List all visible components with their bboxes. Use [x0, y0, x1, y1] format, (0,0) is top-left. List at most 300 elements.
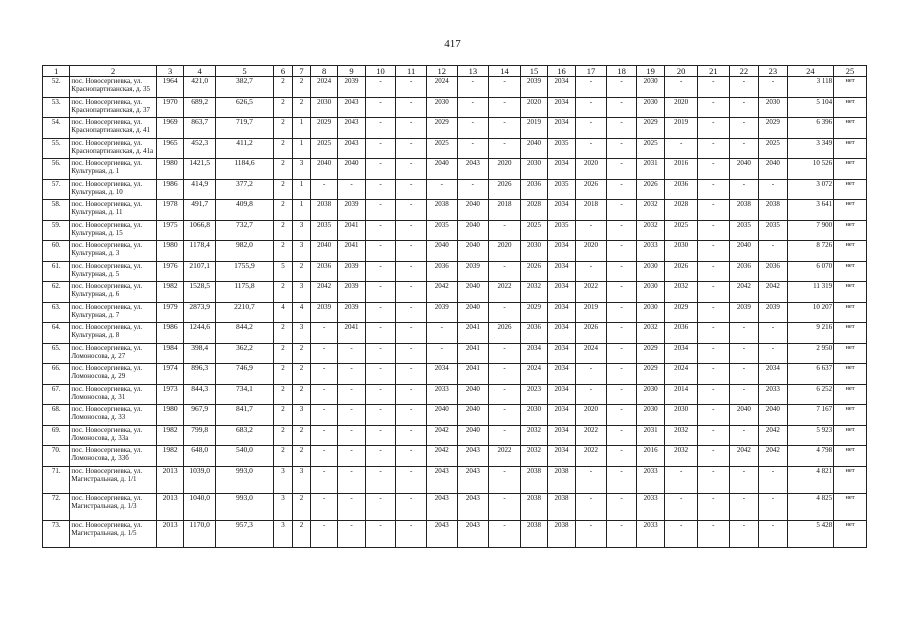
col-18-cell: -	[607, 138, 637, 159]
col-11-cell: -	[396, 138, 427, 159]
build-year-cell: 1964	[156, 77, 183, 98]
col-23-cell: 2040	[759, 405, 787, 426]
cost-cell: 7 900	[787, 220, 833, 241]
build-year-cell: 2013	[156, 493, 183, 520]
col-19-cell: 2032	[636, 323, 664, 344]
entrances-cell: 2	[292, 425, 310, 446]
total-area-cell: 1178,4	[184, 241, 216, 262]
col-17-cell: 2024	[575, 343, 607, 364]
col-22-cell: -	[729, 323, 759, 344]
col-19-cell: 2030	[636, 384, 664, 405]
col-16-cell: 2035	[548, 220, 575, 241]
cost-cell: 7 167	[787, 405, 833, 426]
col-14-cell: -	[489, 138, 521, 159]
col-16-cell: 2034	[548, 425, 575, 446]
living-area-cell: 734,1	[215, 384, 273, 405]
col-18-cell: -	[607, 493, 637, 520]
col-13-cell: 2043	[457, 493, 489, 520]
address-cell: пос. Новосергиевка, ул. Культурная, д. 15	[70, 220, 157, 241]
col-13-cell: -	[457, 77, 489, 98]
col-17-cell: -	[575, 384, 607, 405]
column-header-11: 11	[396, 66, 427, 77]
floors-cell: 2	[274, 282, 293, 303]
col-19-cell: 2031	[636, 425, 664, 446]
col-22-cell: -	[729, 466, 759, 493]
total-area-cell: 844,3	[184, 384, 216, 405]
cost-cell: 10 207	[787, 302, 833, 323]
column-header-17: 17	[575, 66, 607, 77]
living-area-cell: 626,5	[215, 97, 273, 118]
address-cell: пос. Новосергиевка, ул. Ломоносова, д. 33б	[70, 446, 157, 467]
col-13-cell: 2040	[457, 200, 489, 221]
col-23-cell: -	[759, 343, 787, 364]
col-18-cell: -	[607, 364, 637, 385]
col-16-cell: 2034	[548, 241, 575, 262]
col-16-cell: 2034	[548, 323, 575, 344]
col-8-cell: -	[310, 493, 337, 520]
col-9-cell: -	[338, 425, 365, 446]
col-18-cell: -	[607, 220, 637, 241]
col-18-cell: -	[607, 282, 637, 303]
entrances-cell: 2	[292, 364, 310, 385]
col-17-cell: 2020	[575, 241, 607, 262]
build-year-cell: 1980	[156, 405, 183, 426]
col-23-cell: 2042	[759, 425, 787, 446]
col-15-cell: 2024	[520, 364, 547, 385]
col-9-cell: -	[338, 446, 365, 467]
cost-cell: 2 950	[787, 343, 833, 364]
row-number-cell: 69.	[43, 425, 70, 446]
living-area-cell: 841,7	[215, 405, 273, 426]
living-area-cell: 2210,7	[215, 302, 273, 323]
col-8-cell: 2029	[310, 118, 337, 139]
total-area-cell: 491,7	[184, 200, 216, 221]
column-header-5: 5	[215, 66, 273, 77]
floors-cell: 2	[274, 405, 293, 426]
column-header-8: 8	[310, 66, 337, 77]
col-15-cell: 2034	[520, 343, 547, 364]
col-25-cell: нет	[834, 241, 867, 262]
col-25-cell: нет	[834, 282, 867, 303]
floors-cell: 2	[274, 323, 293, 344]
row-number-cell: 68.	[43, 405, 70, 426]
col-22-cell: 2039	[729, 302, 759, 323]
col-12-cell: 2038	[426, 200, 457, 221]
col-16-cell: 2034	[548, 77, 575, 98]
cost-cell: 4 798	[787, 446, 833, 467]
col-13-cell: 2040	[457, 405, 489, 426]
col-8-cell: -	[310, 364, 337, 385]
col-12-cell: 2040	[426, 405, 457, 426]
living-area-cell: 844,2	[215, 323, 273, 344]
living-area-cell: 1184,6	[215, 159, 273, 180]
col-13-cell: -	[457, 97, 489, 118]
col-21-cell: -	[698, 179, 730, 200]
col-20-cell: 2020	[665, 97, 698, 118]
col-25-cell: нет	[834, 302, 867, 323]
build-year-cell: 1984	[156, 343, 183, 364]
col-19-cell: 2030	[636, 302, 664, 323]
entrances-cell: 2	[292, 493, 310, 520]
col-11-cell: -	[396, 179, 427, 200]
column-header-21: 21	[698, 66, 730, 77]
row-number-cell: 53.	[43, 97, 70, 118]
table-row	[43, 384, 867, 405]
col-12-cell: 2040	[426, 159, 457, 180]
total-area-cell: 799,8	[184, 425, 216, 446]
col-23-cell: -	[759, 520, 787, 547]
col-21-cell: -	[698, 364, 730, 385]
entrances-cell: 3	[292, 323, 310, 344]
floors-cell: 2	[274, 118, 293, 139]
col-8-cell: 2035	[310, 220, 337, 241]
col-18-cell: -	[607, 466, 637, 493]
col-11-cell: -	[396, 425, 427, 446]
col-25-cell: нет	[834, 118, 867, 139]
col-8-cell: -	[310, 179, 337, 200]
col-10-cell: -	[365, 493, 396, 520]
col-17-cell: -	[575, 466, 607, 493]
table-row	[43, 241, 867, 262]
col-21-cell: -	[698, 323, 730, 344]
total-area-cell: 863,7	[184, 118, 216, 139]
address-cell: пос. Новосергиевка, ул. Ломоносова, д. 33	[70, 405, 157, 426]
col-16-cell: 2034	[548, 343, 575, 364]
build-year-cell: 1979	[156, 302, 183, 323]
col-21-cell: -	[698, 261, 730, 282]
living-area-cell: 411,2	[215, 138, 273, 159]
address-cell: пос. Новосергиевка, ул. Краснопартизанская, д. 37	[70, 97, 157, 118]
col-20-cell: -	[665, 138, 698, 159]
col-23-cell: 2029	[759, 118, 787, 139]
col-21-cell: -	[698, 384, 730, 405]
col-9-cell: 2041	[338, 323, 365, 344]
col-8-cell: 2038	[310, 200, 337, 221]
col-10-cell: -	[365, 466, 396, 493]
col-23-cell: 2035	[759, 220, 787, 241]
build-year-cell: 1982	[156, 425, 183, 446]
col-23-cell: 2030	[759, 97, 787, 118]
living-area-cell: 746,9	[215, 364, 273, 385]
column-header-12: 12	[426, 66, 457, 77]
col-21-cell: -	[698, 405, 730, 426]
row-number-cell: 61.	[43, 261, 70, 282]
col-22-cell: -	[729, 138, 759, 159]
col-20-cell: 2032	[665, 425, 698, 446]
total-area-cell: 452,3	[184, 138, 216, 159]
col-12-cell: 2043	[426, 520, 457, 547]
table-row	[43, 323, 867, 344]
col-11-cell: -	[396, 384, 427, 405]
address-cell: пос. Новосергиевка, ул. Краснопартизанская, д. 35	[70, 77, 157, 98]
col-9-cell: 2039	[338, 282, 365, 303]
living-area-cell: 957,3	[215, 520, 273, 547]
address-cell: пос. Новосергиевка, ул. Магистральная, д. 1/3	[70, 493, 157, 520]
build-year-cell: 1965	[156, 138, 183, 159]
floors-cell: 2	[274, 97, 293, 118]
entrances-cell: 1	[292, 118, 310, 139]
row-number-cell: 67.	[43, 384, 70, 405]
col-19-cell: 2031	[636, 159, 664, 180]
col-23-cell: 2025	[759, 138, 787, 159]
col-8-cell: 2042	[310, 282, 337, 303]
col-17-cell: -	[575, 261, 607, 282]
col-16-cell: 2034	[548, 405, 575, 426]
col-17-cell: -	[575, 77, 607, 98]
total-area-cell: 2107,1	[184, 261, 216, 282]
col-8-cell: -	[310, 446, 337, 467]
row-number-cell: 72.	[43, 493, 70, 520]
col-20-cell: 2034	[665, 343, 698, 364]
col-12-cell: 2035	[426, 220, 457, 241]
col-23-cell: -	[759, 466, 787, 493]
col-25-cell: нет	[834, 405, 867, 426]
col-18-cell: -	[607, 159, 637, 180]
col-10-cell: -	[365, 384, 396, 405]
col-15-cell: 2025	[520, 220, 547, 241]
address-cell: пос. Новосергиевка, ул. Краснопартизанская, д. 41	[70, 118, 157, 139]
col-9-cell: -	[338, 179, 365, 200]
col-8-cell: -	[310, 384, 337, 405]
col-15-cell: 2032	[520, 282, 547, 303]
col-12-cell: 2025	[426, 138, 457, 159]
col-17-cell: 2018	[575, 200, 607, 221]
col-25-cell: нет	[834, 343, 867, 364]
col-21-cell: -	[698, 118, 730, 139]
col-20-cell: 2032	[665, 446, 698, 467]
col-17-cell: 2022	[575, 425, 607, 446]
build-year-cell: 2013	[156, 520, 183, 547]
col-10-cell: -	[365, 179, 396, 200]
column-header-15: 15	[520, 66, 547, 77]
col-20-cell: 2019	[665, 118, 698, 139]
col-9-cell: -	[338, 466, 365, 493]
total-area-cell: 1039,0	[184, 466, 216, 493]
build-year-cell: 1978	[156, 200, 183, 221]
col-25-cell: нет	[834, 384, 867, 405]
col-22-cell: -	[729, 77, 759, 98]
col-20-cell: -	[665, 77, 698, 98]
col-22-cell: -	[729, 179, 759, 200]
col-25-cell: нет	[834, 159, 867, 180]
col-25-cell: нет	[834, 364, 867, 385]
col-19-cell: 2033	[636, 466, 664, 493]
col-13-cell: 2040	[457, 241, 489, 262]
total-area-cell: 2873,9	[184, 302, 216, 323]
col-8-cell: 2025	[310, 138, 337, 159]
table-row	[43, 446, 867, 467]
col-17-cell: 2026	[575, 323, 607, 344]
col-18-cell: -	[607, 179, 637, 200]
col-15-cell: 2032	[520, 446, 547, 467]
col-9-cell: 2039	[338, 261, 365, 282]
col-13-cell: 2043	[457, 446, 489, 467]
entrances-cell: 3	[292, 241, 310, 262]
col-21-cell: -	[698, 493, 730, 520]
address-cell: пос. Новосергиевка, ул. Магистральная, д. 1/1	[70, 466, 157, 493]
col-22-cell: 2040	[729, 159, 759, 180]
column-header-16: 16	[548, 66, 575, 77]
row-number-cell: 54.	[43, 118, 70, 139]
col-20-cell: 2024	[665, 364, 698, 385]
col-16-cell: 2038	[548, 520, 575, 547]
col-9-cell: 2043	[338, 138, 365, 159]
col-13-cell: 2040	[457, 220, 489, 241]
col-21-cell: -	[698, 282, 730, 303]
table-row	[43, 405, 867, 426]
col-23-cell: 2034	[759, 364, 787, 385]
column-header-2: 2	[70, 66, 157, 77]
col-15-cell: 2030	[520, 405, 547, 426]
row-number-cell: 65.	[43, 343, 70, 364]
col-18-cell: -	[607, 384, 637, 405]
col-11-cell: -	[396, 118, 427, 139]
entrances-cell: 2	[292, 520, 310, 547]
col-8-cell: 2040	[310, 241, 337, 262]
col-14-cell: -	[489, 302, 521, 323]
col-10-cell: -	[365, 118, 396, 139]
table-row	[43, 179, 867, 200]
col-17-cell: 2020	[575, 159, 607, 180]
col-18-cell: -	[607, 425, 637, 446]
build-year-cell: 2013	[156, 466, 183, 493]
total-area-cell: 648,0	[184, 446, 216, 467]
table-row	[43, 77, 867, 98]
column-header-9: 9	[338, 66, 365, 77]
total-area-cell: 398,4	[184, 343, 216, 364]
col-23-cell: 2039	[759, 302, 787, 323]
col-9-cell: 2039	[338, 302, 365, 323]
col-12-cell: 2040	[426, 241, 457, 262]
col-15-cell: 2040	[520, 138, 547, 159]
col-15-cell: 2029	[520, 302, 547, 323]
total-area-cell: 1040,0	[184, 493, 216, 520]
col-18-cell: -	[607, 241, 637, 262]
col-13-cell: 2040	[457, 302, 489, 323]
col-11-cell: -	[396, 302, 427, 323]
table-row	[43, 220, 867, 241]
total-area-cell: 1066,8	[184, 220, 216, 241]
col-17-cell: -	[575, 97, 607, 118]
table-row	[43, 493, 867, 520]
col-16-cell: 2035	[548, 179, 575, 200]
floors-cell: 2	[274, 384, 293, 405]
col-9-cell: -	[338, 343, 365, 364]
col-9-cell: 2043	[338, 97, 365, 118]
col-14-cell: -	[489, 493, 521, 520]
col-13-cell: 2041	[457, 364, 489, 385]
row-number-cell: 55.	[43, 138, 70, 159]
col-23-cell: -	[759, 77, 787, 98]
living-area-cell: 1755,9	[215, 261, 273, 282]
col-11-cell: -	[396, 446, 427, 467]
floors-cell: 2	[274, 343, 293, 364]
col-16-cell: 2034	[548, 302, 575, 323]
row-number-cell: 58.	[43, 200, 70, 221]
cost-cell: 10 526	[787, 159, 833, 180]
col-18-cell: -	[607, 77, 637, 98]
col-11-cell: -	[396, 220, 427, 241]
col-18-cell: -	[607, 446, 637, 467]
col-20-cell: -	[665, 493, 698, 520]
entrances-cell: 2	[292, 261, 310, 282]
col-12-cell: 2024	[426, 77, 457, 98]
total-area-cell: 967,9	[184, 405, 216, 426]
col-17-cell: -	[575, 118, 607, 139]
table-row	[43, 466, 867, 493]
col-12-cell: 2033	[426, 384, 457, 405]
col-16-cell: 2034	[548, 282, 575, 303]
table-row	[43, 261, 867, 282]
col-21-cell: -	[698, 520, 730, 547]
col-14-cell: -	[489, 405, 521, 426]
column-header-7: 7	[292, 66, 310, 77]
col-17-cell: -	[575, 138, 607, 159]
col-9-cell: 2039	[338, 77, 365, 98]
col-15-cell: 2023	[520, 384, 547, 405]
col-23-cell: 2042	[759, 282, 787, 303]
col-14-cell: -	[489, 261, 521, 282]
col-20-cell: 2030	[665, 241, 698, 262]
address-cell: пос. Новосергиевка, ул. Ломоносова, д. 27	[70, 343, 157, 364]
col-20-cell: 2025	[665, 220, 698, 241]
col-16-cell: 2038	[548, 493, 575, 520]
col-10-cell: -	[365, 200, 396, 221]
col-20-cell: 2026	[665, 261, 698, 282]
address-cell: пос. Новосергиевка, ул. Ломоносова, д. 29	[70, 364, 157, 385]
address-cell: пос. Новосергиевка, ул. Краснопартизанская, д. 41а	[70, 138, 157, 159]
entrances-cell: 2	[292, 97, 310, 118]
col-9-cell: 2040	[338, 159, 365, 180]
col-11-cell: -	[396, 405, 427, 426]
row-number-cell: 52.	[43, 77, 70, 98]
col-16-cell: 2038	[548, 466, 575, 493]
col-25-cell: нет	[834, 179, 867, 200]
col-21-cell: -	[698, 466, 730, 493]
col-13-cell: 2043	[457, 520, 489, 547]
col-13-cell: 2040	[457, 425, 489, 446]
col-16-cell: 2035	[548, 138, 575, 159]
floors-cell: 3	[274, 493, 293, 520]
col-8-cell: -	[310, 520, 337, 547]
build-year-cell: 1975	[156, 220, 183, 241]
entrances-cell: 1	[292, 138, 310, 159]
build-year-cell: 1969	[156, 118, 183, 139]
total-area-cell: 1421,5	[184, 159, 216, 180]
address-cell: пос. Новосергиевка, ул. Культурная, д. 5	[70, 261, 157, 282]
address-cell: пос. Новосергиевка, ул. Магистральная, д. 1/5	[70, 520, 157, 547]
col-9-cell: 2041	[338, 220, 365, 241]
column-header-13: 13	[457, 66, 489, 77]
col-23-cell: -	[759, 493, 787, 520]
column-header-19: 19	[636, 66, 664, 77]
col-12-cell: 2043	[426, 493, 457, 520]
column-header-18: 18	[607, 66, 637, 77]
col-8-cell: -	[310, 405, 337, 426]
col-13-cell: 2041	[457, 343, 489, 364]
build-year-cell: 1980	[156, 159, 183, 180]
col-8-cell: -	[310, 425, 337, 446]
row-number-cell: 70.	[43, 446, 70, 467]
col-21-cell: -	[698, 241, 730, 262]
address-cell: пос. Новосергиевка, ул. Культурная, д. 11	[70, 200, 157, 221]
entrances-cell: 2	[292, 384, 310, 405]
entrances-cell: 1	[292, 200, 310, 221]
table-row	[43, 520, 867, 547]
cost-cell: 5 923	[787, 425, 833, 446]
entrances-cell: 3	[292, 282, 310, 303]
col-21-cell: -	[698, 220, 730, 241]
